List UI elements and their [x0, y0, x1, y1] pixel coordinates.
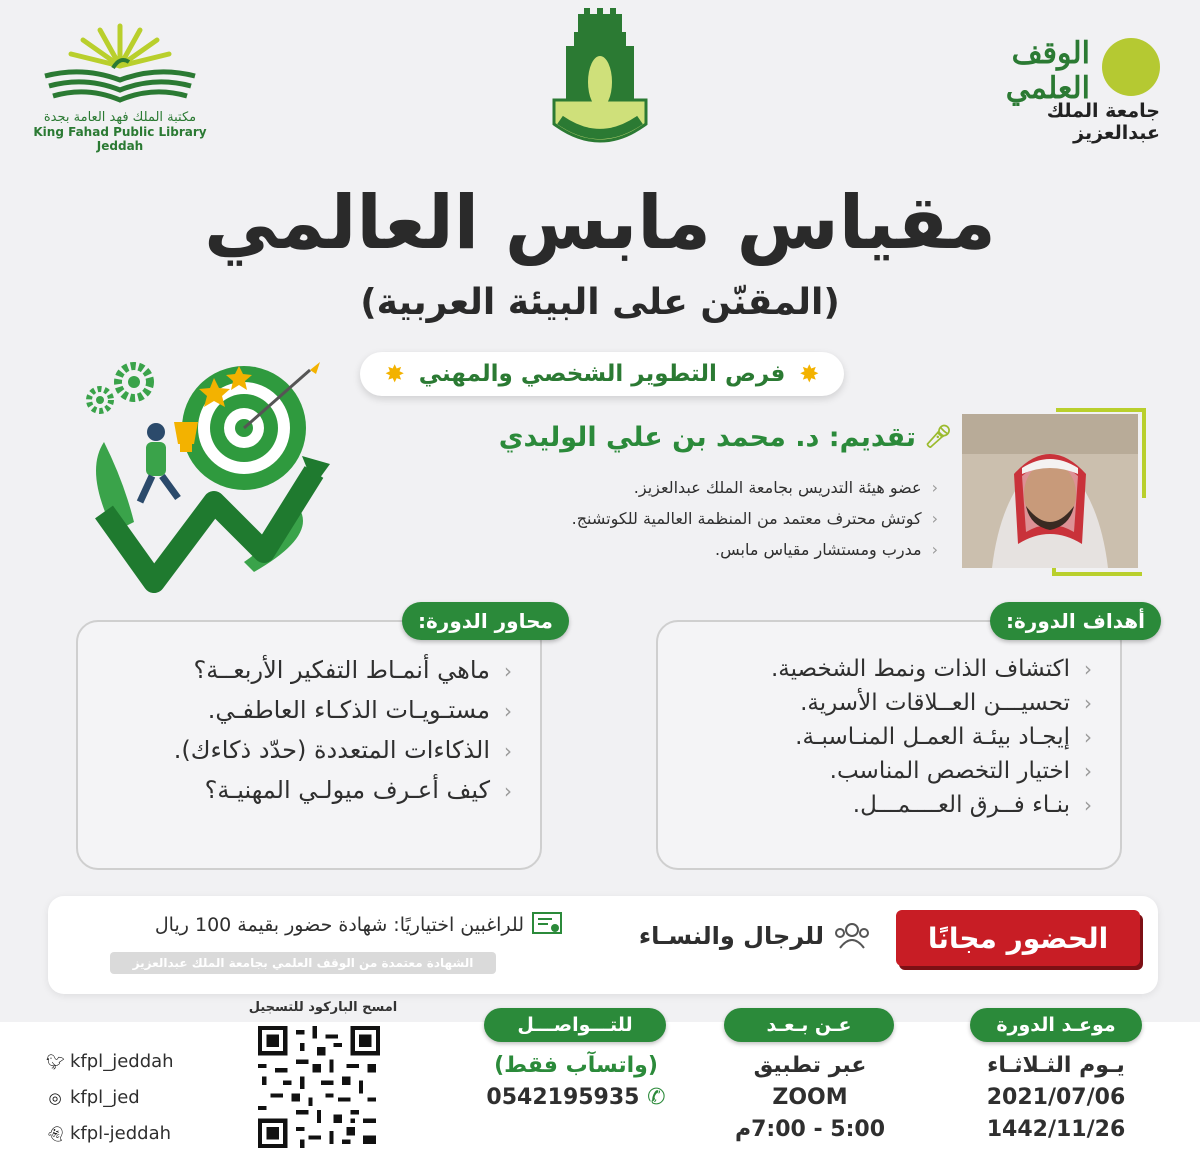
- instagram-icon: ◎: [48, 1089, 62, 1107]
- social-instagram[interactable]: [46, 1080, 174, 1116]
- certificate-icon: [532, 912, 562, 938]
- presenter-name: [499, 422, 952, 453]
- page-subtitle: (المقنّن على البيئة العربية): [360, 282, 840, 323]
- remote-info: [720, 1050, 900, 1146]
- list-item: ‹ تحسيـــن العــلاقات الأسرية.: [771, 690, 1092, 716]
- kau-crest-icon: [540, 8, 660, 168]
- twitter-icon: 🐦︎: [46, 1053, 66, 1071]
- whatsapp-note: (واتسآب فقط): [494, 1053, 658, 1078]
- kfpl-logo: [30, 18, 210, 153]
- gear-icon: [89, 366, 150, 411]
- audience: [639, 922, 870, 950]
- list-item: ‹ بنـاء فــرق العــــمـــل.: [771, 792, 1092, 818]
- date-info: [976, 1050, 1136, 1146]
- presenter-photo: [962, 414, 1138, 568]
- sparkle-icon: ✸: [384, 360, 405, 388]
- axes-list: [174, 656, 512, 816]
- bio-item: ‹ مدرب ومستشار مقياس مابس.: [572, 534, 938, 565]
- course-day: يـوم الثـلاثـاء: [987, 1053, 1125, 1078]
- waqf-university: جامعة الملك عبدالعزيز: [1046, 100, 1160, 144]
- whatsapp-icon: ✆: [647, 1085, 666, 1110]
- twitter-handle[interactable]: kfpl_jeddah: [70, 1051, 174, 1072]
- contact-label: للتـــواصـــل: [484, 1008, 666, 1042]
- audience-text: للرجال والنسـاء: [638, 922, 824, 950]
- list-item: ‹ ماهي أنمـاط التفكير الأربعــة؟: [174, 656, 512, 684]
- social-twitter[interactable]: [46, 1044, 174, 1080]
- kfpl-name-english: King Fahad Public Library Jeddah: [33, 125, 207, 153]
- contact-info: [476, 1050, 676, 1114]
- goals-list: [771, 656, 1092, 826]
- library-book-sun-icon: [35, 18, 205, 106]
- date-hijri: 1442/11/26: [986, 1117, 1126, 1142]
- bio-item: ‹ كوتش محترف معتمد من المنظمة العالمية للكوتشنج.: [572, 503, 938, 534]
- remote-label: عـن بـعـد: [724, 1008, 894, 1042]
- remote-line1: عبر تطبيق: [753, 1053, 867, 1078]
- date-label: موعـد الدورة: [970, 1008, 1142, 1042]
- phone-row[interactable]: [476, 1082, 676, 1114]
- social-snapchat[interactable]: [46, 1116, 174, 1152]
- list-item: ‹ الذكاءات المتعددة (حدّد ذكاءك).: [174, 736, 512, 764]
- people-icon: [834, 922, 870, 950]
- registration-qr-code[interactable]: [258, 1026, 380, 1148]
- axes-label: محاور الدورة:: [402, 602, 569, 640]
- free-attendance-badge: الحضور مجانًا: [896, 910, 1140, 966]
- certificate-info: [62, 912, 562, 938]
- list-item: ‹ اكتشاف الذات ونمط الشخصية.: [771, 656, 1092, 682]
- social-links: [46, 1044, 174, 1152]
- qr-label: امسح الباركود للتسجيل: [248, 1000, 398, 1015]
- presenter-bio: [572, 472, 938, 565]
- sparkle-icon: ✸: [799, 360, 820, 388]
- bio-item: ‹ عضو هيئة التدريس بجامعة الملك عبدالعزيز.: [572, 472, 938, 503]
- waqf-logo: [980, 28, 1160, 144]
- date-gregorian: 2021/07/06: [986, 1085, 1126, 1110]
- growth-target-illustration: [74, 352, 344, 602]
- qr-code-icon: [258, 1026, 380, 1148]
- course-axes-box: [76, 620, 542, 870]
- course-time: 5:00 - 7:00م: [734, 1117, 886, 1142]
- certificate-text: للراغبين اختياريًا: شهادة حضور بقيمة 100 ريال: [154, 914, 524, 936]
- certificate-note: الشهادة معتمدة من الوقف العلمي بجامعة الملك عبدالعزيز: [110, 952, 496, 974]
- course-goals-box: [656, 620, 1122, 870]
- tagline-text: فرص التطوير الشخصي والمهني: [418, 361, 786, 387]
- kfpl-name-arabic: مكتبة الملك فهد العامة بجدة: [43, 110, 197, 125]
- person-trophy-icon: [140, 422, 198, 502]
- snapchat-handle[interactable]: kfpl-jeddah: [70, 1123, 172, 1144]
- remote-platform: ZOOM: [772, 1085, 848, 1110]
- microphone-icon: 🎤︎: [924, 425, 952, 450]
- list-item: ‹ اختيار التخصص المناسب.: [771, 758, 1092, 784]
- phone-number[interactable]: 0542195935: [486, 1085, 640, 1110]
- page-title: مقياس مابس العالمي: [204, 180, 996, 266]
- kau-university-logo: [540, 8, 660, 168]
- waqf-emblem-icon: [1102, 38, 1160, 96]
- list-item: ‹ إيجـاد بيئـة العمـل المنـاسبـة.: [771, 724, 1092, 750]
- list-item: ‹ مستـويـات الذكـاء العاطفـي.: [174, 696, 512, 724]
- snapchat-icon: 👻︎: [46, 1125, 66, 1143]
- list-item: ‹ كيف أعـرف ميولـي المهنيـة؟: [174, 776, 512, 804]
- instagram-handle[interactable]: kfpl_jed: [70, 1087, 140, 1108]
- tagline-pill: [360, 352, 844, 396]
- presenter-name-text: تقديم: د. محمد بن علي الوليدي: [498, 422, 917, 453]
- goals-label: أهداف الدورة:: [990, 602, 1161, 640]
- waqf-title: الوقف العلمي: [1005, 36, 1090, 106]
